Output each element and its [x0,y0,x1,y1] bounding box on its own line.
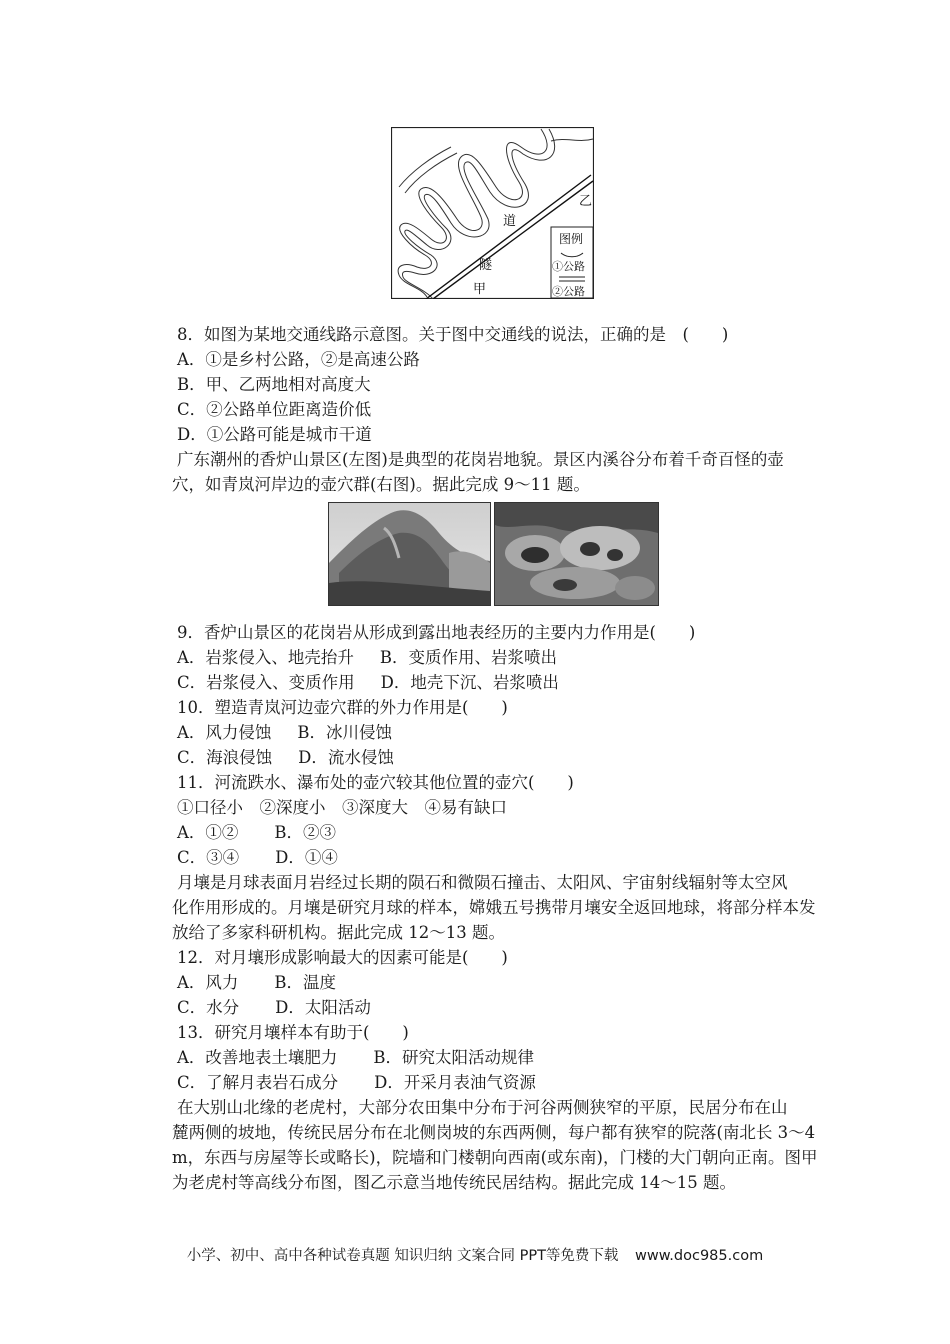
passage3-line1: 在大别山北缘的老虎村，大部分农田集中分布于河谷两侧狭窄的平原，民居分布在山 [177,1098,788,1117]
q11-option-d: D．①④ [275,848,338,867]
q9-option-b: B．变质作用、岩浆喷出 [379,648,558,667]
legend-road-1: ①公路 [552,260,585,273]
legend-title: 图例 [559,232,584,246]
q11-option-c: C．③④ [177,848,240,867]
q13-options-row1 [177,1047,534,1069]
q13-stem: 13．研究月壤样本有助于( ) [177,1023,409,1042]
passage3-line3: m，东西与房屋等长或略长)，院墙和门楼朝向西南(或东南)，门楼的大门朝向正南。图甲 [172,1148,818,1167]
q13-options-row2 [177,1072,536,1094]
q13-option-b: B．研究太阳活动规律 [373,1048,535,1067]
q9-options-row2 [177,672,559,694]
transport-map-figure [391,127,594,299]
passage2-line2: 化作用形成的。月壤是研究月球的样本，嫦娥五号携带月壤安全返回地球，将部分样本发 [172,898,816,917]
q10-option-d: D．流水侵蚀 [298,748,394,767]
q11-options-row1 [177,822,336,844]
passage2-line1: 月壤是月球表面月岩经过长期的陨石和微陨石撞击、太阳风、宇宙射线辐射等太空风 [177,873,788,892]
q10-option-a: A．风力侵蚀 [177,723,272,742]
pothole-rocks-photo [494,502,659,606]
map-label-dao: 道 [503,214,517,229]
q8-option-d: D．①公路可能是城市干道 [177,425,372,444]
passage3-line2: 麓两侧的坡地，传统民居分布在北侧岗坡的东西两侧，每户都有狭窄的院落(南北长 3～4 [172,1123,816,1142]
q9-options-row1 [177,647,557,669]
q11-options-row2 [177,847,338,869]
legend-road-2: ②公路 [552,285,585,298]
map-label-yi: 乙 [579,194,593,209]
q12-options-row1 [177,972,336,994]
passage2-line3: 放给了多家科研机构。据此完成 12～13 题。 [172,923,505,942]
q12-option-b: B．温度 [274,973,337,992]
q10-option-b: B．冰川侵蚀 [297,723,393,742]
granite-mountain-photo [328,502,491,606]
q10-stem: 10．塑造青岚河边壶穴群的外力作用是( ) [177,698,508,717]
page-footer [0,1244,950,1265]
q12-options-row2 [177,997,371,1019]
q13-option-d: D．开采月表油气资源 [374,1073,536,1092]
map-label-sui: 隧 [479,258,493,273]
passage1-line1: 广东潮州的香炉山景区(左图)是典型的花岗岩地貌。景区内溪谷分布着千奇百怪的壶 [177,450,784,469]
q11-option-a: A．①② [177,823,239,842]
q12-stem: 12．对月壤形成影响最大的因素可能是( ) [177,948,508,967]
passage3-line4: 为老虎村等高线分布图，图乙示意当地传统民居结构。据此完成 14～15 题。 [172,1173,736,1192]
q8-option-c: C．②公路单位距离造价低 [177,400,372,419]
map-label-jia: 甲 [473,282,487,297]
passage1-line2: 穴，如青岚河岸边的壶穴群(右图)。据此完成 9～11 题。 [172,475,590,494]
footer-text: 小学、初中、高中各种试卷真题 知识归纳 文案合同 PPT等免费下载 [186,1248,619,1264]
q11-items: ①口径小 ②深度小 ③深度大 ④易有缺口 [177,798,507,817]
q9-option-d: D．地壳下沉、岩浆喷出 [380,673,559,692]
q12-option-a: A．风力 [177,973,239,992]
q8-option-b: B．甲、乙两地相对高度大 [177,375,371,394]
q8-stem: 8．如图为某地交通线路示意图。关于图中交通线的说法，正确的是 ( ) [177,325,729,344]
q9-stem: 9．香炉山景区的花岗岩从形成到露出地表经历的主要内力作用是( ) [177,623,696,642]
q12-option-c: C．水分 [177,998,240,1017]
q8-option-a: A．①是乡村公路，②是高速公路 [177,350,420,369]
q11-stem: 11．河流跌水、瀑布处的壶穴较其他位置的壶穴( ) [177,773,574,792]
q10-option-c: C．海浪侵蚀 [177,748,273,767]
q13-option-a: A．改善地表土壤肥力 [177,1048,338,1067]
q10-options-row2 [177,747,394,769]
q9-option-c: C．岩浆侵入、变质作用 [177,673,355,692]
q12-option-d: D．太阳活动 [275,998,371,1017]
q9-option-a: A．岩浆侵入、地壳抬升 [177,648,354,667]
transport-map-svg [391,127,594,299]
footer-url[interactable]: www.doc985.com [635,1248,764,1264]
q10-options-row1 [177,722,392,744]
q13-option-c: C．了解月表岩石成分 [177,1073,339,1092]
q11-option-b: B．②③ [274,823,337,842]
